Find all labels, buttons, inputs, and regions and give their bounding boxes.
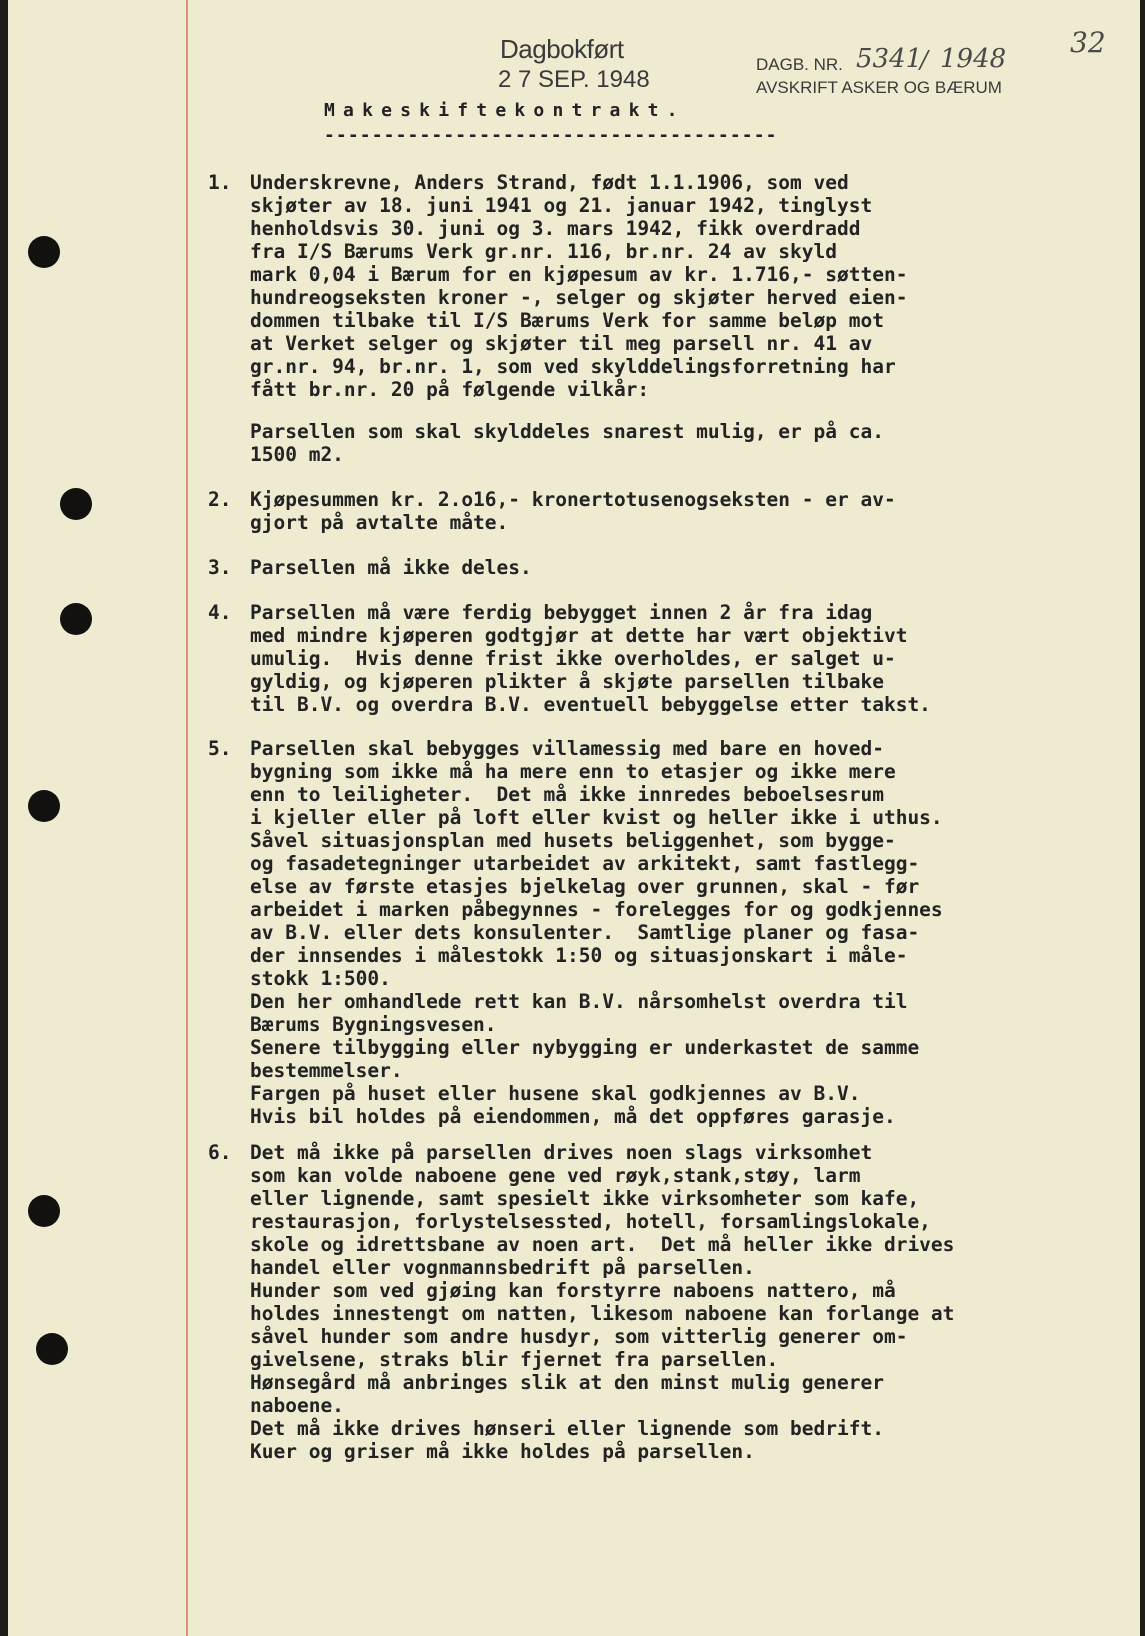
punch-hole: [28, 1195, 60, 1227]
punch-hole: [60, 603, 92, 635]
register-year: 1948: [940, 44, 1007, 74]
clause-line: hundreogseksten kroner -, selger og skjøter herved eien-: [250, 286, 908, 309]
clause-line: eller lignende, samt spesielt ikke virksomheter som kafe,: [250, 1187, 920, 1210]
clause-line: som kan volde naboene gene ved røyk,stank,støy, larm: [250, 1164, 861, 1187]
clause-number: 4.: [208, 601, 232, 624]
punch-hole: [28, 790, 60, 822]
clause-number: 6.: [208, 1141, 232, 1164]
clause-line: Bærums Bygningsvesen.: [250, 1013, 497, 1036]
clause-line: handel eller vognmannsbedrift på parsellen.: [250, 1256, 755, 1279]
clause-line: fra I/S Bærums Verk gr.nr. 116, br.nr. 24 av skyld: [250, 240, 837, 263]
clause-line: Hvis bil holdes på eiendommen, må det oppføres garasje.: [250, 1105, 896, 1128]
clause-line: gjort på avtalte måte.: [250, 511, 509, 534]
clause-line: arbeidet i marken påbegynnes - forelegges for og godkjennes: [250, 898, 943, 921]
clause-line: naboene.: [250, 1394, 344, 1417]
clause-line: gr.nr. 94, br.nr. 1, som ved skylddelingsforretning har: [250, 355, 896, 378]
clause-line: Det må ikke på parsellen drives noen slags virksomhet: [250, 1141, 873, 1164]
clause-line: med mindre kjøperen godtgjør at dette har vært objektivt: [250, 624, 908, 647]
clause-line: av B.V. eller dets konsulenter. Samtlige planer og fasa-: [250, 921, 920, 944]
page-number: 32: [1070, 26, 1106, 59]
clause-line: henholdsvis 30. juni og 3. mars 1942, fikk overdradd: [250, 217, 861, 240]
clause-line: skjøter av 18. juni 1941 og 21. januar 1942, tinglyst: [250, 194, 873, 217]
logged-stamp-date: 2 7 SEP. 1948: [498, 66, 650, 93]
register-separator: /: [920, 46, 929, 74]
register-label: DAGB. NR.: [756, 55, 843, 74]
clause-line: der innsendes i målestokk 1:50 og situasjonskart i måle-: [250, 944, 908, 967]
clause-line: Hunder som ved gjøing kan forstyrre naboens nattero, må: [250, 1279, 896, 1302]
clause-number: 5.: [208, 737, 232, 760]
register-number: 5341: [856, 44, 923, 74]
clause-line: bygning som ikke må ha mere enn to etasjer og ikke mere: [250, 760, 896, 783]
clause-line: i kjeller eller på loft eller kvist og heller ikke i uthus.: [250, 806, 943, 829]
clause-line: Kjøpesummen kr. 2.o16,- kronertotusenogseksten - er av-: [250, 488, 896, 511]
clause-line: dommen tilbake til I/S Bærums Verk for samme beløp mot: [250, 309, 884, 332]
register-sub-label: AVSKRIFT ASKER OG BÆRUM: [756, 78, 1002, 97]
clause-line: gyldig, og kjøperen plikter å skjøte parsellen tilbake: [250, 670, 884, 693]
clause-line: Senere tilbygging eller nybygging er underkastet de samme: [250, 1036, 920, 1059]
punch-hole: [28, 236, 60, 268]
logged-stamp-label: Dagbokført: [500, 34, 624, 64]
clause-line: Hønsegård må anbringes slik at den minst mulig generer: [250, 1371, 884, 1394]
clause-line: givelsene, straks blir fjernet fra parsellen.: [250, 1348, 779, 1371]
clause-line: 1500 m2.: [250, 443, 344, 466]
clause-line: at Verket selger og skjøter til meg parsell nr. 41 av: [250, 332, 873, 355]
clause-line: Det må ikke drives hønseri eller lignende som bedrift.: [250, 1417, 884, 1440]
clause-number: 1.: [208, 171, 232, 194]
clause-line: Den her omhandlede rett kan B.V. nårsomhelst overdra til: [250, 990, 908, 1013]
clause-line: Parsellen må være ferdig bebygget innen 2 år fra idag: [250, 601, 873, 624]
title-underline: --------------------------------------: [324, 125, 778, 146]
clause-line: mark 0,04 i Bærum for en kjøpesum av kr. 1.716,- søtten-: [250, 263, 908, 286]
punch-hole: [60, 488, 92, 520]
document-page: [8, 0, 1140, 1636]
clause-line: til B.V. og overdra B.V. eventuell bebyggelse etter takst.: [250, 693, 931, 716]
clause-line: enn to leiligheter. Det må ikke innredes beboelsesrum: [250, 783, 884, 806]
document-title: Makeskiftekontrakt.: [324, 100, 686, 121]
clause-line: umulig. Hvis denne frist ikke overholdes, er salget u-: [250, 647, 896, 670]
clause-line: såvel hunder som andre husdyr, som vitterlig generer om-: [250, 1325, 908, 1348]
clause-number: 3.: [208, 556, 232, 579]
punch-hole: [36, 1333, 68, 1365]
clause-line: else av første etasjes bjelkelag over grunnen, skal - før: [250, 875, 920, 898]
clause-line: Parsellen skal bebygges villamessig med bare en hoved-: [250, 737, 884, 760]
clause-line: Fargen på huset eller husene skal godkjennes av B.V.: [250, 1082, 861, 1105]
margin-line: [186, 0, 188, 1636]
clause-line: Kuer og griser må ikke holdes på parsellen.: [250, 1440, 755, 1463]
clause-line: fått br.nr. 20 på følgende vilkår:: [250, 378, 650, 401]
clause-line: Såvel situasjonsplan med husets beliggenhet, som bygge-: [250, 829, 896, 852]
clause-line: skole og idrettsbane av noen art. Det må heller ikke drives: [250, 1233, 955, 1256]
clause-line: Parsellen som skal skylddeles snarest mulig, er på ca.: [250, 420, 884, 443]
clause-line: stokk 1:500.: [250, 967, 391, 990]
clause-line: bestemmelser.: [250, 1059, 403, 1082]
clause-line: Parsellen må ikke deles.: [250, 556, 532, 579]
clause-line: holdes innestengt om natten, likesom naboene kan forlange at: [250, 1302, 955, 1325]
clause-line: og fasadetegninger utarbeidet av arkitekt, samt fastlegg-: [250, 852, 920, 875]
clause-number: 2.: [208, 488, 232, 511]
clause-line: restaurasjon, forlystelsessted, hotell, forsamlingslokale,: [250, 1210, 931, 1233]
clause-line: Underskrevne, Anders Strand, født 1.1.1906, som ved: [250, 171, 849, 194]
